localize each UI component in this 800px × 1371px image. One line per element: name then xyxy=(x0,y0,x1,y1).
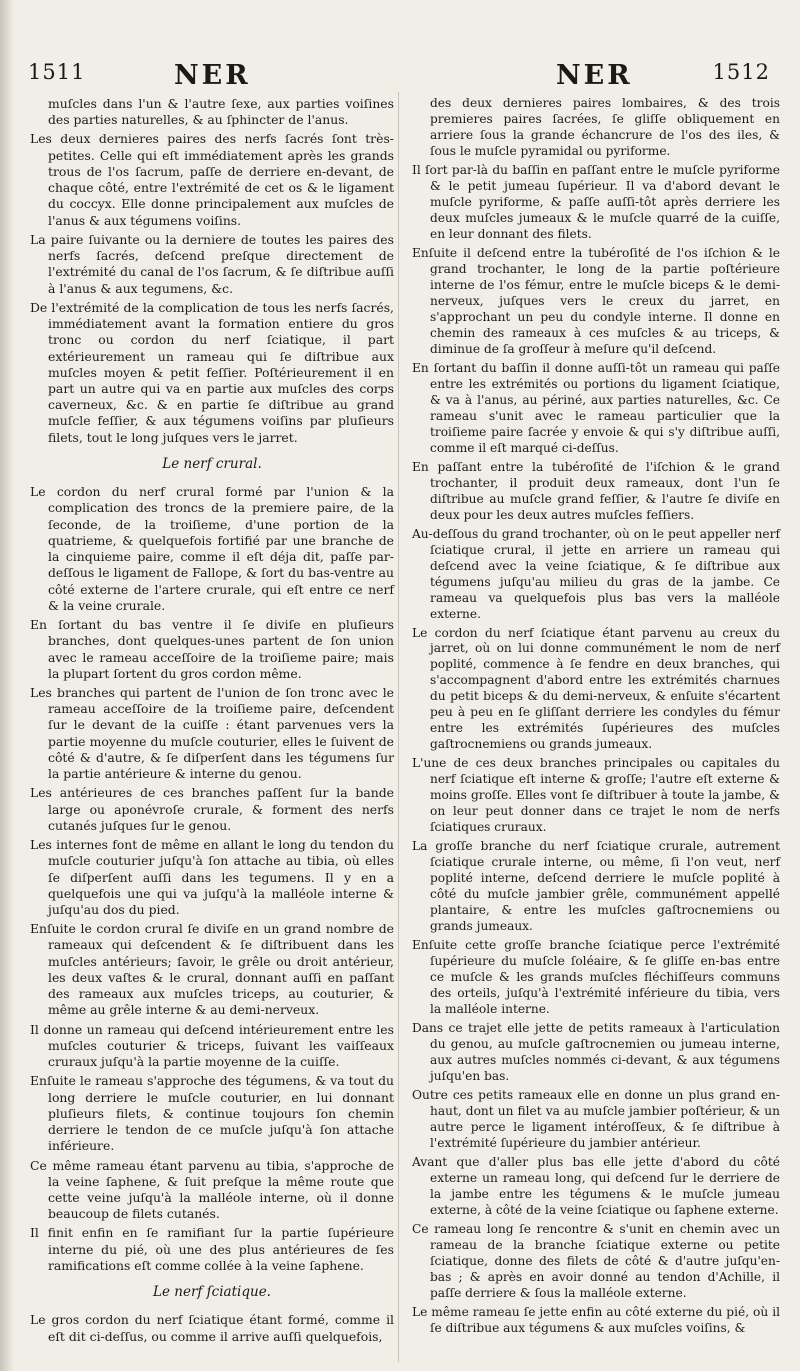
paragraph: des deux dernieres paires lombaires, & des trois premieres paires ſacrées, ſe gliſſe obliquement en arriere ſous la grande échancrure de l'os des iles, & ſous le muſcle pyramidal ou pyriforme. xyxy=(430,96,780,158)
paragraph: Enſuite le rameau s'approche des tégumens, & va tout du long derriere le muſcle couturier, en lui donnant pluſieurs filets, & continue toujours ſon chemin derriere le tendon de ce muſcle juſqu'à ſon attache inférieure. xyxy=(30,1073,394,1154)
paragraph: En ſortant du baſſin il donne auſſi-tôt un rameau qui paſſe entre les extrémités ou portions du ligament ſciatique, & va à l'anus, au périné, aux parties naturelles, &c. Ce rameau s'unit avec le rameau particulier que la troiſieme paire ſacrée y envoie & qui s'y diſtribue auſſi, comme il eſt marqué ci-deſſus. xyxy=(412,360,780,455)
paragraph: Outre ces petits rameaux elle en donne un plus grand en-haut, dont un filet va au muſcle jambier poſtérieur, & un autre perce le ligament intéroſſeux, & ſe diſtribue à l'extrémité ſupérieure du jambier antérieur. xyxy=(412,1088,780,1151)
running-head-right: NER xyxy=(556,60,633,91)
paragraph: Les deux dernieres paires des nerfs ſacrés ſont très-petites. Celle qui eſt immédiatement après les grands trous de l'os ſacrum, paſſe de derriere en-devant, de chaque côté, entre l'extrémité de cet os & le ligament du coccyx. Elle donne principalement aux muſcles de l'anus & aux tégumens voiſins. xyxy=(30,131,394,228)
page-number-left: 1511 xyxy=(28,60,86,84)
paragraph: Avant que d'aller plus bas elle jette d'abord du côté externe un rameau long, qui deſcend ſur le derriere de la jambe entre les tégumens & le muſcle jumeau externe, à côté de la veine ſciatique ou ſaphene externe. xyxy=(412,1155,780,1217)
paragraph: Les branches qui partent de l'union de ſon tronc avec le rameau acceſſoire de la troiſieme paire, deſcendent ſur le devant de la cuiſſe : étant parvenues vers la partie moyenne du muſcle couturier, elles le ſuivent de côté & d'autre, & ſe diſperſent dans les tégumens ſur la partie antérieure & interne du genou. xyxy=(30,684,394,782)
paragraph: Le même rameau ſe jette enfin au côté externe du pié, où il ſe diſtribue aux tégumens & aux muſcles voiſins, & xyxy=(412,1304,780,1335)
running-head-left: NER xyxy=(174,60,251,91)
paragraph: Les antérieures de ces branches paſſent ſur la bande large ou aponévroſe crurale, & forment des nerfs cutanés juſques ſur le genou. xyxy=(30,785,394,833)
paragraph: Dans ce trajet elle jette de petits rameaux à l'articulation du genou, au muſcle gaſtrocnemien ou jumeau interne, aux autres muſcles nommés ci-devant, & aux tégumens juſqu'en bas. xyxy=(412,1021,780,1084)
paragraph: Le cordon du nerf crural formé par l'union & la complication des troncs de la premiere paire, de la ſeconde, de la troiſieme, d'une portion de la quatrieme, & quelquefois fortifié par une branche de la cinquieme paire, comme il eſt déja dit, paſſe par-deſſous le ligament de Fallope, & ſort du bas-ventre au côté externe de l'artere crurale, qui eſt entre ce nerf & la veine crurale. xyxy=(30,484,394,613)
paragraph: En ſortant du bas ventre il ſe diviſe en pluſieurs branches, dont quelques-unes partent de ſon union avec le rameau acceſſoire de la troiſieme paire; mais la plupart ſortent du gros cordon même. xyxy=(30,617,394,681)
section-heading: Le nerf crural. xyxy=(162,455,262,472)
page-number-right: 1512 xyxy=(712,60,770,84)
paragraph: L'une de ces deux branches principales ou capitales du nerf ſciatique eſt interne & groſſe; l'autre eſt externe & moins groſſe. Elles vont ſe diſtribuer à toute la jambe, & on leur peut donner dans ce trajet le nom de nerfs ſciatiques cruraux. xyxy=(412,756,780,835)
paragraph: La paire ſuivante ou la derniere de toutes les paires des nerfs ſacrés, deſcend preſque directement de l'extrémité du canal de l'os ſacrum, & ſe diſtribue auſſi à l'anus & aux tegumens, &c. xyxy=(30,231,394,296)
paragraph: Les internes font de même en allant le long du tendon du muſcle couturier juſqu'à ſon attache au tibia, où elles ſe diſperſent auſſi dans les tegumens. Il y en a quelquefois une qui va juſqu'à la malléole interne & juſqu'au dos du pied. xyxy=(30,837,394,918)
paragraph: Enſuite il deſcend entre la tubéroſité de l'os iſchion & le grand trochanter, le long de la partie poſtérieure interne de l'os fémur, entre le muſcle biceps & le demi-nerveux, juſques vers le creux du jarret, en s'approchant un peu du condyle interne. Il donne en chemin des rameaux à ces muſcles & au triceps, & diminue de ſa groſſeur à meſure qu'il deſcend. xyxy=(412,245,780,356)
paragraph: De l'extrémité de la complication de tous les nerfs ſacrés, immédiatement avant la formation entiere du gros tronc ou cordon du nerf ſciatique, il part extérieurement un rameau qui ſe diſtribue aux muſcles moyen & petit feſſier. Poſtérieurement il en part un autre qui va en partie aux muſcles des corps caverneux, &c. & en partie ſe diſtribue au grand muſcle feſſier, & aux tégumens voiſins par pluſieurs filets, tout le long juſques vers le jarret. xyxy=(30,299,394,445)
paragraph: La groſſe branche du nerf ſciatique crurale, autrement ſciatique crurale interne, ou même, ſi l'on veut, nerf poplité interne, deſcend derriere le muſcle poplité à côté du muſcle jambier grêle, communément appellé plantaire, & entre les muſcles gaſtrocnemiens ou grands jumeaux. xyxy=(412,839,780,934)
paragraph: Enſuite cette groſſe branche ſciatique perce l'extrémité ſupérieure du muſcle ſoléaire, & ſe gliſſe en-bas entre ce muſcle & les grands muſcles fléchiſſeurs communs des orteils, juſqu'à l'extrémité inférieure du tibia, vers la malléole interne. xyxy=(412,938,780,1017)
left-column xyxy=(30,96,394,1348)
paragraph: muſcles dans l'un & l'autre ſexe, aux parties voiſines des parties naturelles, & au ſphincter de l'anus. xyxy=(48,96,394,128)
paragraph: Enſuite le cordon crural ſe diviſe en un grand nombre de rameaux qui deſcendent & ſe diſtribuent dans les muſcles antérieurs; ſavoir, le grêle ou droit antérieur, les deux vaſtes & le crural, donnant auſſi en paſſant des rameaux aux muſcles triceps, au couturier, & même au grêle interne & au demi-nerveux. xyxy=(30,921,394,1018)
paragraph: Le cordon du nerf ſciatique étant parvenu au creux du jarret, où on lui donne communément le nom de nerf poplité, commence à ſe fendre en deux branches, qui s'accompagnent d'abord entre les extrémités charnues du petit biceps & du demi-nerveux, & enſuite s'écartent peu à peu en ſe gliſſant derriere les condyles du fémur entre les extrémités ſupérieures des muſcles gaſtrocnemiens ou grands jumeaux. xyxy=(412,625,780,752)
paragraph: Il ſort par-là du baſſin en paſſant entre le muſcle pyriforme & le petit jumeau ſupérieur. Il va d'abord devant le muſcle pyriforme, & paſſe auſſi-tôt après derriere les deux muſcles jumeaux & le muſcle quarré de la cuiſſe, en leur donnant des filets. xyxy=(412,162,780,241)
section-heading: Le nerf ſciatique. xyxy=(153,1284,271,1301)
right-column xyxy=(412,96,780,1340)
paragraph: Ce rameau long ſe rencontre & s'unit en chemin avec un rameau de la branche ſciatique externe ou petite ſciatique, donne des filets de côté & d'autre juſqu'en-bas ; & après en avoir donné au tendon d'Achille, il paſſe derriere & ſous la malléole externe. xyxy=(412,1221,780,1300)
paragraph: Il donne un rameau qui deſcend intérieurement entre les muſcles couturier & triceps, ſuivant les vaiſſeaux cruraux juſqu'à la partie moyenne de la cuiſſe. xyxy=(30,1021,394,1070)
paragraph: En paſſant entre la tubéroſité de l'iſchion & le grand trochanter, il produit deux rameaux, dont l'un ſe diſtribue au muſcle grand feſſier, & l'autre ſe diviſe en deux pour les deux autres muſcles feſſiers. xyxy=(412,459,780,522)
paragraph: Il finit enfin en ſe ramifiant ſur la partie ſupérieure interne du pié, où une des plus antérieures de ſes ramifications eſt comme collée à la veine ſaphene. xyxy=(30,1225,394,1273)
column-divider xyxy=(398,92,399,1362)
paragraph: Le gros cordon du nerf ſciatique étant formé, comme il eſt dit ci-deſſus, ou comme il arrive auſſi quelquefois, xyxy=(30,1312,394,1344)
running-header xyxy=(22,60,774,94)
paragraph: Ce même rameau étant parvenu au tibia, s'approche de la veine ſaphene, & ſuit preſque la même route que cette veine juſqu'à la malléole interne, où il donne beaucoup de filets cutanés. xyxy=(30,1157,394,1222)
paragraph: Au-deſſous du grand trochanter, où on le peut appeller nerf ſciatique crural, il jette en arriere un rameau qui deſcend avec la veine ſciatique, & ſe diſtribue aux tégumens juſqu'au milieu du gras de la jambe. Ce rameau va quelquefois plus bas vers la malléole externe. xyxy=(412,526,780,621)
